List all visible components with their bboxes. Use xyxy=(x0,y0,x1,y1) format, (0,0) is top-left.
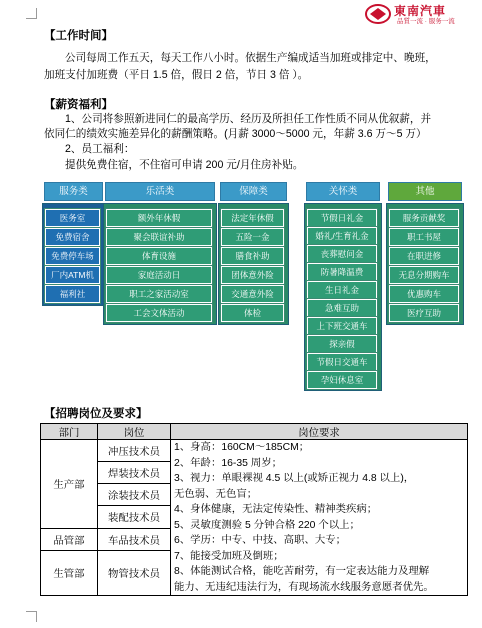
benefit-item: 体育设施 xyxy=(106,247,212,265)
benefit-item: 节假日礼金 xyxy=(307,209,377,227)
requirement-line: 8、体能测试合格，能吃苦耐劳，有一定表达能力及理解 xyxy=(174,566,430,577)
requirement-line: 2、年龄：16-35 周岁； xyxy=(174,457,282,469)
benefit-category-header: 乐活类 xyxy=(105,182,215,201)
benefit-item: 急难互助 xyxy=(307,299,377,317)
work-time-heading: 【工作时间】 xyxy=(44,30,113,42)
benefit-item: 防暑降温费 xyxy=(307,263,377,281)
benefit-item: 孕妇休息室 xyxy=(307,371,377,389)
position-cell: 物管技术员 xyxy=(98,550,171,595)
requirement-line: 7、能接受加班及倒班； xyxy=(174,550,284,562)
company-logo xyxy=(364,0,464,28)
recruit-table xyxy=(40,423,468,596)
requirement-line: 无色弱、无色盲； xyxy=(174,488,258,500)
benefit-category-header: 服务类 xyxy=(44,182,103,201)
salary-para-2: 依同仁的绩效实施差异化的薪酬策略。(月薪 3000～5000 元，年薪 3.6 万～5 万） xyxy=(44,128,427,140)
crop-mark-top-left xyxy=(26,8,37,19)
position-cell: 焊装技术员 xyxy=(98,462,171,484)
benefit-item: 职工书屋 xyxy=(389,228,459,246)
benefit-item: 团体意外险 xyxy=(221,266,284,284)
table-row xyxy=(41,440,468,462)
benefit-item: 法定年休假 xyxy=(221,209,284,227)
benefit-item: 膳食补助 xyxy=(221,247,284,265)
benefit-item: 体检 xyxy=(221,304,284,322)
requirement-line: 4、身体健康，无法定传染性、精神类疾病； xyxy=(174,504,378,515)
benefit-item: 生日礼金 xyxy=(307,281,377,299)
header-position: 岗位 xyxy=(98,424,171,440)
department-cell: 生产部 xyxy=(41,440,98,529)
header-requirements: 岗位要求 xyxy=(171,424,468,440)
requirement-line: 1、身高：160CM～185CM； xyxy=(174,442,310,453)
position-cell: 涂装技术员 xyxy=(98,484,171,506)
salary-item-2-detail: 提供免费住宿，不住宿可申请 200 元/月住房补贴。 xyxy=(65,159,304,171)
table-header-row xyxy=(41,424,468,440)
benefit-item: 家庭活动日 xyxy=(106,266,212,284)
benefit-item: 无息分期购车 xyxy=(389,266,459,284)
position-cell: 装配技术员 xyxy=(98,506,171,528)
crop-mark-bottom-left xyxy=(26,611,37,622)
benefit-item: 职工之家活动室 xyxy=(106,285,212,303)
benefit-item: 免费宿舍 xyxy=(45,228,100,246)
salary-item-2: 2、员工福利： xyxy=(65,143,135,155)
header-department: 部门 xyxy=(41,424,98,440)
position-cell: 车品技术员 xyxy=(98,528,171,550)
benefit-item: 探亲假 xyxy=(307,335,377,353)
benefit-item: 厂内ATM机 xyxy=(45,266,100,284)
requirement-line: 6、学历：中专、中技、高职、大专； xyxy=(174,535,347,546)
logo-tagline: 品質一流 · 服务一流 xyxy=(397,18,455,25)
benefit-item: 优惠购车 xyxy=(389,285,459,303)
requirement-line: 能力、无违纪违法行为，有现场流水线服务意愿者优先。 xyxy=(174,581,434,593)
benefit-item: 医疗互助 xyxy=(389,304,459,322)
salary-heading: 【薪资福利】 xyxy=(44,99,113,111)
benefit-item: 服务贡献奖 xyxy=(389,209,459,227)
benefit-item: 福利社 xyxy=(45,285,100,303)
benefit-item: 上下班交通车 xyxy=(307,317,377,335)
logo-brand-text: 東南汽車 xyxy=(394,4,447,18)
salary-para-1: 1、公司将参照新进同仁的最高学历、经历及所担任工作性质不同从优叙薪，并 xyxy=(65,113,432,125)
benefit-item: 免费停车场 xyxy=(45,247,100,265)
benefit-item: 节假日交通车 xyxy=(307,353,377,371)
benefit-item: 额外年休假 xyxy=(106,209,212,227)
department-cell: 品管部 xyxy=(41,528,98,550)
recruit-heading: 【招聘岗位及要求】 xyxy=(44,408,148,420)
department-cell: 生管部 xyxy=(41,550,98,595)
benefit-item: 医务室 xyxy=(45,209,100,227)
benefit-item: 在职进修 xyxy=(389,247,459,265)
position-cell: 冲压技术员 xyxy=(98,440,171,462)
requirement-line: 5、灵敏度测验 5 分钟合格 220 个以上； xyxy=(174,519,360,531)
benefit-category-header: 其他 xyxy=(388,182,462,201)
requirement-line: 3、视力：单眼裸视 4.5 以上(或矫正视力 4.8 以上)， xyxy=(174,473,415,484)
benefit-item: 丧葬慰问金 xyxy=(307,245,377,263)
work-time-para-1: 公司每周工作五天，每天工作八小时。依据生产编成适当加班或排定中、晚班， xyxy=(65,52,436,64)
benefit-category-header: 保障类 xyxy=(220,182,287,201)
work-time-para-2: 加班支付加班费（平日 1.5 倍，假日 2 倍，节日 3 倍 ）。 xyxy=(44,69,309,81)
requirements-cell xyxy=(171,440,468,596)
benefit-item: 聚会联谊补助 xyxy=(106,228,212,246)
benefit-item: 婚礼/生育礼金 xyxy=(307,227,377,245)
benefit-item: 工会文体活动 xyxy=(106,304,212,322)
benefit-category-header: 关怀类 xyxy=(306,182,380,201)
benefit-item: 交通意外险 xyxy=(221,285,284,303)
benefit-item: 五险一金 xyxy=(221,228,284,246)
logo-emblem-icon xyxy=(364,2,392,26)
